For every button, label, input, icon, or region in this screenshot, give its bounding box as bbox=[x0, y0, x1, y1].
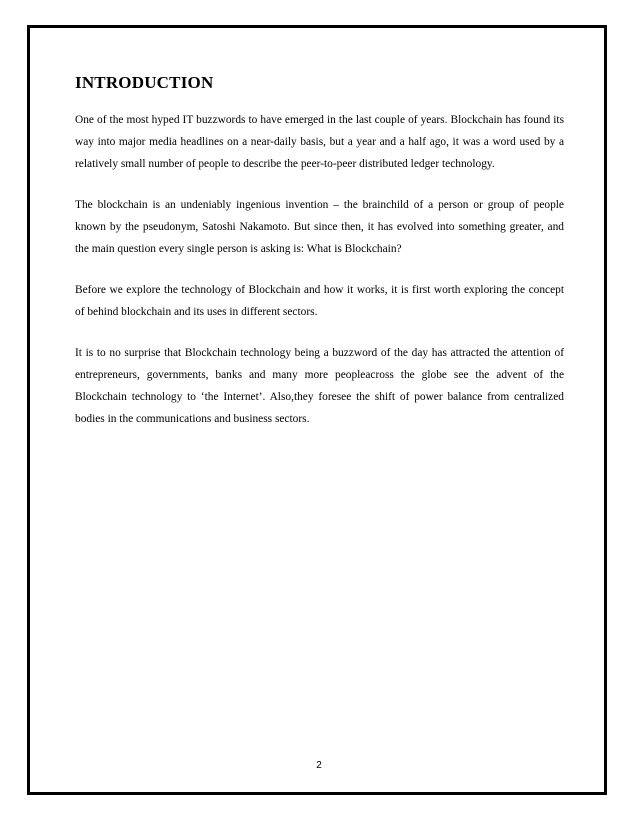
paragraph-1: One of the most hyped IT buzzwords to have emerged in the last couple of years. Blockchain has found its way into major media headlines on a near-daily basis, but a year and a half ago, it was a word used by a relatively small number of people to describe the peer-to-peer distributed ledger technology. bbox=[75, 114, 564, 170]
page-number: 2 bbox=[316, 760, 322, 771]
document-body bbox=[75, 73, 564, 449]
section-heading: INTRODUCTION bbox=[75, 73, 214, 92]
paragraph-4: It is to no surprise that Blockchain technology being a buzzword of the day has attracted the attention of entrepreneurs, governments, banks and many more peopleacross the globe see the advent of the Blockchain technology to ‘the Internet’. Also,they foresee the shift of power balance from centralized bodies in the communications and business sectors. bbox=[75, 347, 564, 425]
paragraph-2: The blockchain is an undeniably ingenious invention – the brainchild of a person or group of people known by the pseudonym, Satoshi Nakamoto. But since then, it has evolved into something greater, and the main question every single person is asking is: What is Blockchain? bbox=[75, 199, 564, 255]
paragraph-3: Before we explore the technology of Blockchain and how it works, it is first worth exploring the concept of behind blockchain and its uses in different sectors. bbox=[75, 284, 564, 318]
